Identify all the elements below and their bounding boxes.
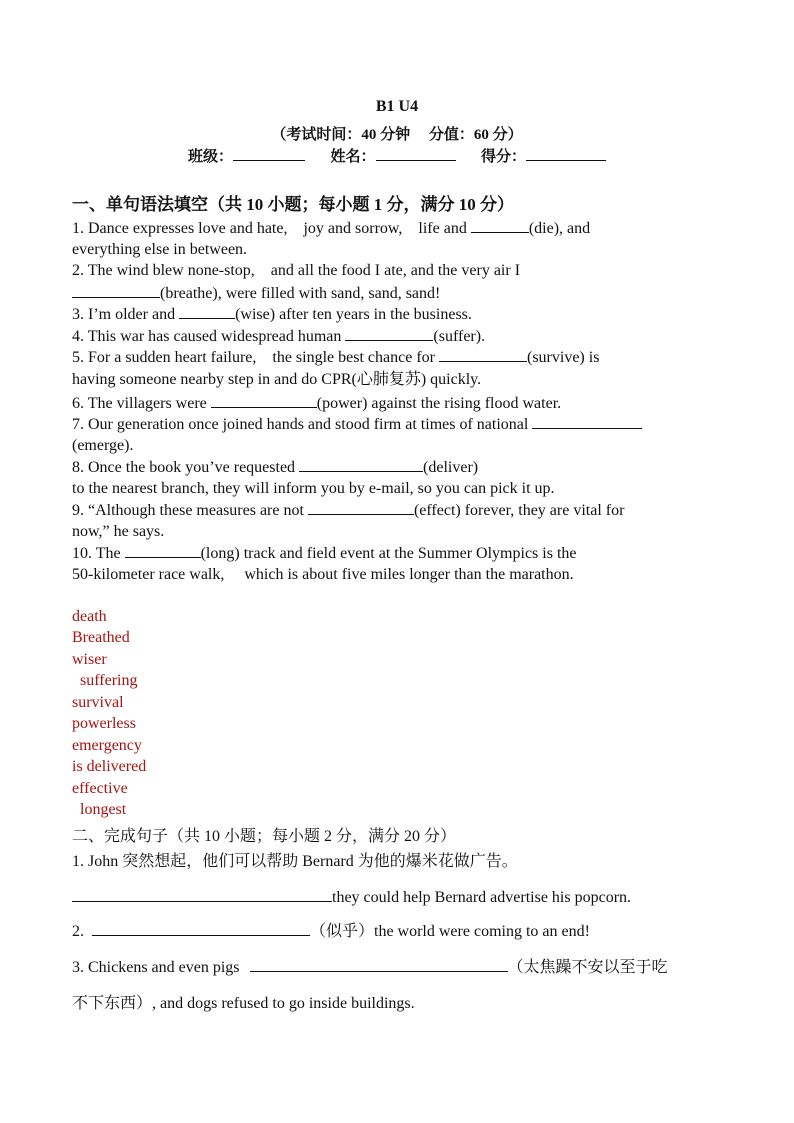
q10-hint: (long) track and field event at the Summer Olympics is the: [200, 545, 577, 562]
worksheet-title: B1 U4: [375, 98, 419, 115]
answer-4: suffering: [72, 672, 138, 689]
answer-7: emergency: [72, 737, 142, 754]
answer-8: is delivered: [72, 758, 147, 775]
q6-text: 6. The villagers were: [72, 395, 211, 412]
q9-text: 9. “Although these measures are not: [72, 502, 308, 519]
s2-q3-blank[interactable]: [250, 957, 508, 972]
q7-blank[interactable]: [532, 414, 642, 429]
score-label: 得分：: [481, 149, 527, 165]
q5-blank[interactable]: [439, 347, 527, 362]
q5-hint: (survive) is: [527, 349, 600, 366]
s2-q2-text: （似乎）the world were coming to an end!: [310, 923, 590, 940]
q9-line2: now,” he says.: [72, 523, 165, 540]
s2-q2-blank[interactable]: [92, 921, 310, 936]
answer-3: wiser: [72, 651, 107, 668]
section1-heading: 一、单句语法填空（共 10 小题；每小题 1 分，满分 10 分）: [72, 195, 514, 214]
q7-text: 7. Our generation once joined hands and stood firm at times of national: [72, 416, 533, 433]
q8-text: 8. Once the book you’ve requested: [72, 459, 300, 476]
q4-text: 4. This war has caused widespread human: [72, 328, 346, 345]
name-label: 姓名：: [330, 149, 376, 165]
section2-heading: 二、完成句子（共 10 小题；每小题 2 分，满分 20 分）: [72, 828, 457, 845]
q3-text: 3. I’m older and: [72, 306, 180, 323]
s2-q3-hint: （太焦躁不安以至于吃: [507, 959, 668, 976]
q4-blank[interactable]: [345, 326, 433, 341]
q10-line2: 50-kilometer race walk, which is about five miles longer than the marathon.: [72, 566, 574, 583]
answer-9: effective: [72, 780, 128, 797]
q4-hint: (suffer).: [433, 328, 486, 345]
class-blank[interactable]: [233, 146, 305, 161]
q8-line2: to the nearest branch, they will inform you by e-mail, so you can pick it up.: [72, 480, 555, 497]
q2-line: 2. The wind blew none-stop, and all the food I ate, and the very air I: [72, 262, 521, 279]
s2-q1: 1. John 突然想起，他们可以帮助 Bernard 为他的爆米花做广告。: [72, 853, 518, 870]
q5-line2: having someone nearby step in and do CPR(心肺复苏) quickly.: [72, 371, 482, 388]
name-blank[interactable]: [376, 146, 456, 161]
q7-line: [72, 414, 642, 435]
q6-blank[interactable]: [211, 393, 317, 408]
q7-line2: (emerge).: [72, 437, 134, 454]
q10-line: [72, 543, 577, 564]
score-blank[interactable]: [526, 146, 606, 161]
q8-blank[interactable]: [299, 457, 423, 472]
q8-hint: (deliver): [423, 459, 479, 476]
s2-q3-line: [72, 957, 668, 978]
q9-blank[interactable]: [308, 500, 414, 515]
q9-hint: (effect) forever, they are vital for: [413, 502, 625, 519]
q1-hint: (die), and: [528, 220, 591, 237]
q5-text: 5. For a sudden heart failure, the single best chance for: [72, 349, 439, 366]
student-info-row: [0, 145, 794, 166]
q1-line: [72, 218, 590, 239]
q9-line: [72, 500, 624, 521]
q1-blank[interactable]: [471, 218, 529, 233]
answer-10: longest: [72, 801, 127, 818]
q2-line2: [72, 283, 440, 304]
answer-5: survival: [72, 694, 124, 711]
q3-blank[interactable]: [179, 304, 235, 319]
s2-q2-line: [72, 921, 590, 942]
q4-line: [72, 326, 485, 347]
s2-q1-line: [72, 887, 631, 908]
class-label: 班级：: [187, 149, 233, 165]
s2-q1-text: they could help Bernard advertise his popcorn.: [332, 889, 632, 906]
q1-text: 1. Dance expresses love and hate, joy and sorrow, life and: [72, 220, 471, 237]
q10-text: 10. The: [72, 545, 125, 562]
q5-line: [72, 347, 599, 368]
q1-line2: everything else in between.: [72, 241, 248, 258]
answer-6: powerless: [72, 715, 136, 732]
q2-blank[interactable]: [72, 283, 160, 298]
q3-hint: (wise) after ten years in the business.: [235, 306, 472, 323]
s2-q3-line2: 不下东西）, and dogs refused to go inside buildings.: [72, 995, 415, 1012]
q3-line: [72, 304, 472, 325]
answer-2: Breathed: [72, 629, 130, 646]
s2-q2-number: 2.: [72, 923, 88, 940]
exam-info: （考试时间：40 分钟 分值：60 分）: [271, 127, 523, 143]
q6-line: [72, 393, 561, 414]
q10-blank[interactable]: [125, 543, 201, 558]
q2-hint: (breathe), were filled with sand, sand, sand!: [160, 285, 441, 302]
q8-line: [72, 457, 478, 478]
s2-q1-blank[interactable]: [72, 887, 332, 902]
s2-q3-text: 3. Chickens and even pigs: [72, 959, 244, 976]
q6-hint: (power) against the rising flood water.: [316, 395, 562, 412]
answer-1: death: [72, 608, 107, 625]
